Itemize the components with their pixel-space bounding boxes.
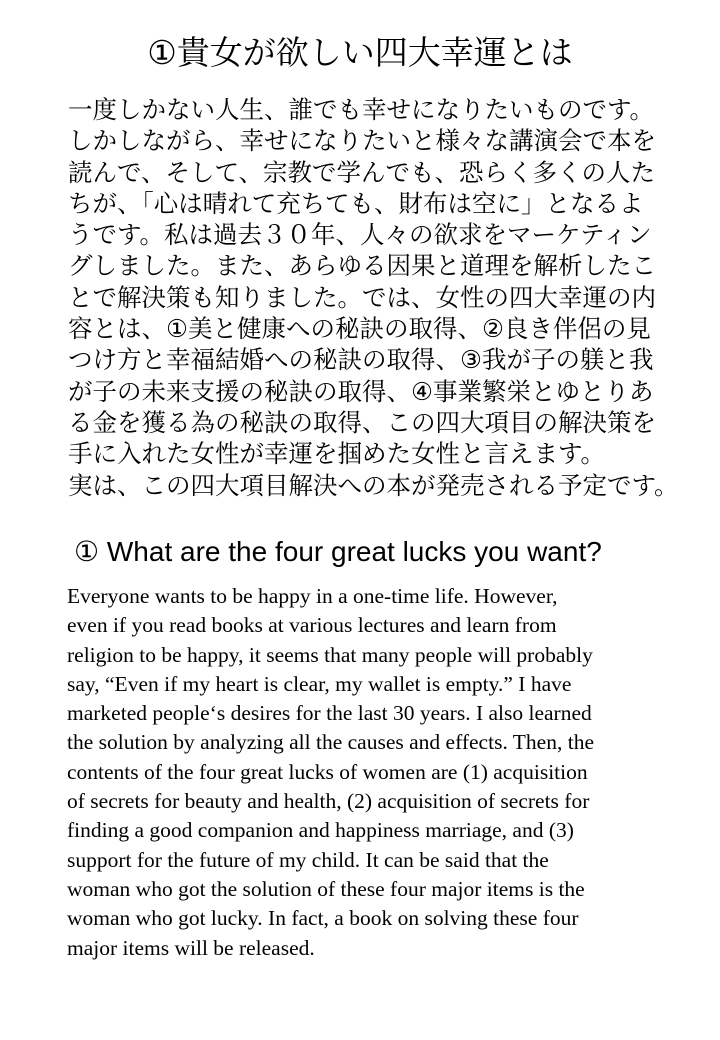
japanese-line: る金を獲る為の秘訣の取得、この四大項目の解決策を xyxy=(68,407,656,437)
japanese-line: 読んで、そして、宗教で学んでも、恐らく多くの人た xyxy=(68,157,656,187)
japanese-line: しかしながら、幸せになりたいと様々な講演会で本を xyxy=(68,126,656,156)
japanese-line: が子の未来支援の秘訣の取得、④事業繁栄とゆとりあ xyxy=(68,376,654,406)
english-line: woman who got the solution of these four major items is the xyxy=(67,876,585,901)
english-line: contents of the four great lucks of women are (1) acquisition xyxy=(67,759,588,784)
english-line: even if you read books at various lectures and learn from xyxy=(67,613,557,638)
english-title: ① What are the four great lucks you want? xyxy=(74,536,602,567)
japanese-line: 実は、この四大項目解決への本が発売される予定です。 xyxy=(68,470,679,500)
japanese-line: グしました。また、あらゆる因果と道理を解析したこ xyxy=(68,251,656,281)
english-line: finding a good companion and happiness marriage, and (3) xyxy=(67,818,574,843)
english-line: support for the future of my child. It can be said that the xyxy=(67,847,549,872)
english-line: the solution by analyzing all the causes and effects. Then, the xyxy=(67,730,594,755)
japanese-line: 容とは、①美と健康への秘訣の取得、②良き伴侶の見 xyxy=(68,314,651,344)
japanese-line: うです。私は過去３０年、人々の欲求をマーケティン xyxy=(68,220,652,250)
japanese-line: ちが、「心は晴れて充ちても、財布は空に」となるよ xyxy=(68,188,644,218)
english-line: religion to be happy, it seems that many people will probably xyxy=(67,642,593,667)
english-line: major items will be released. xyxy=(67,935,315,960)
english-line: marketed people‘s desires for the last 30 years. I also learned xyxy=(67,701,592,726)
japanese-line: 手に入れた女性が幸運を掴めた女性と言えます。 xyxy=(68,439,606,469)
japanese-paragraph xyxy=(68,94,708,501)
english-paragraph xyxy=(67,582,707,963)
english-line: say, “Even if my heart is clear, my wallet is empty.” I have xyxy=(67,671,572,696)
japanese-line: とで解決策も知りました。では、女性の四大幸運の内 xyxy=(68,282,656,312)
japanese-line: つけ方と幸福結婚への秘訣の取得、③我が子の躾と我 xyxy=(68,345,654,375)
english-line: Everyone wants to be happy in a one-time life. However, xyxy=(67,584,558,608)
english-line: woman who got lucky. In fact, a book on solving these four xyxy=(67,906,579,931)
japanese-line: 一度しかない人生、誰でも幸せになりたいものです。 xyxy=(68,95,655,124)
english-line: of secrets for beauty and health, (2) acquisition of secrets for xyxy=(67,789,590,814)
japanese-title: ①貴女が欲しい四大幸運とは xyxy=(147,33,573,72)
